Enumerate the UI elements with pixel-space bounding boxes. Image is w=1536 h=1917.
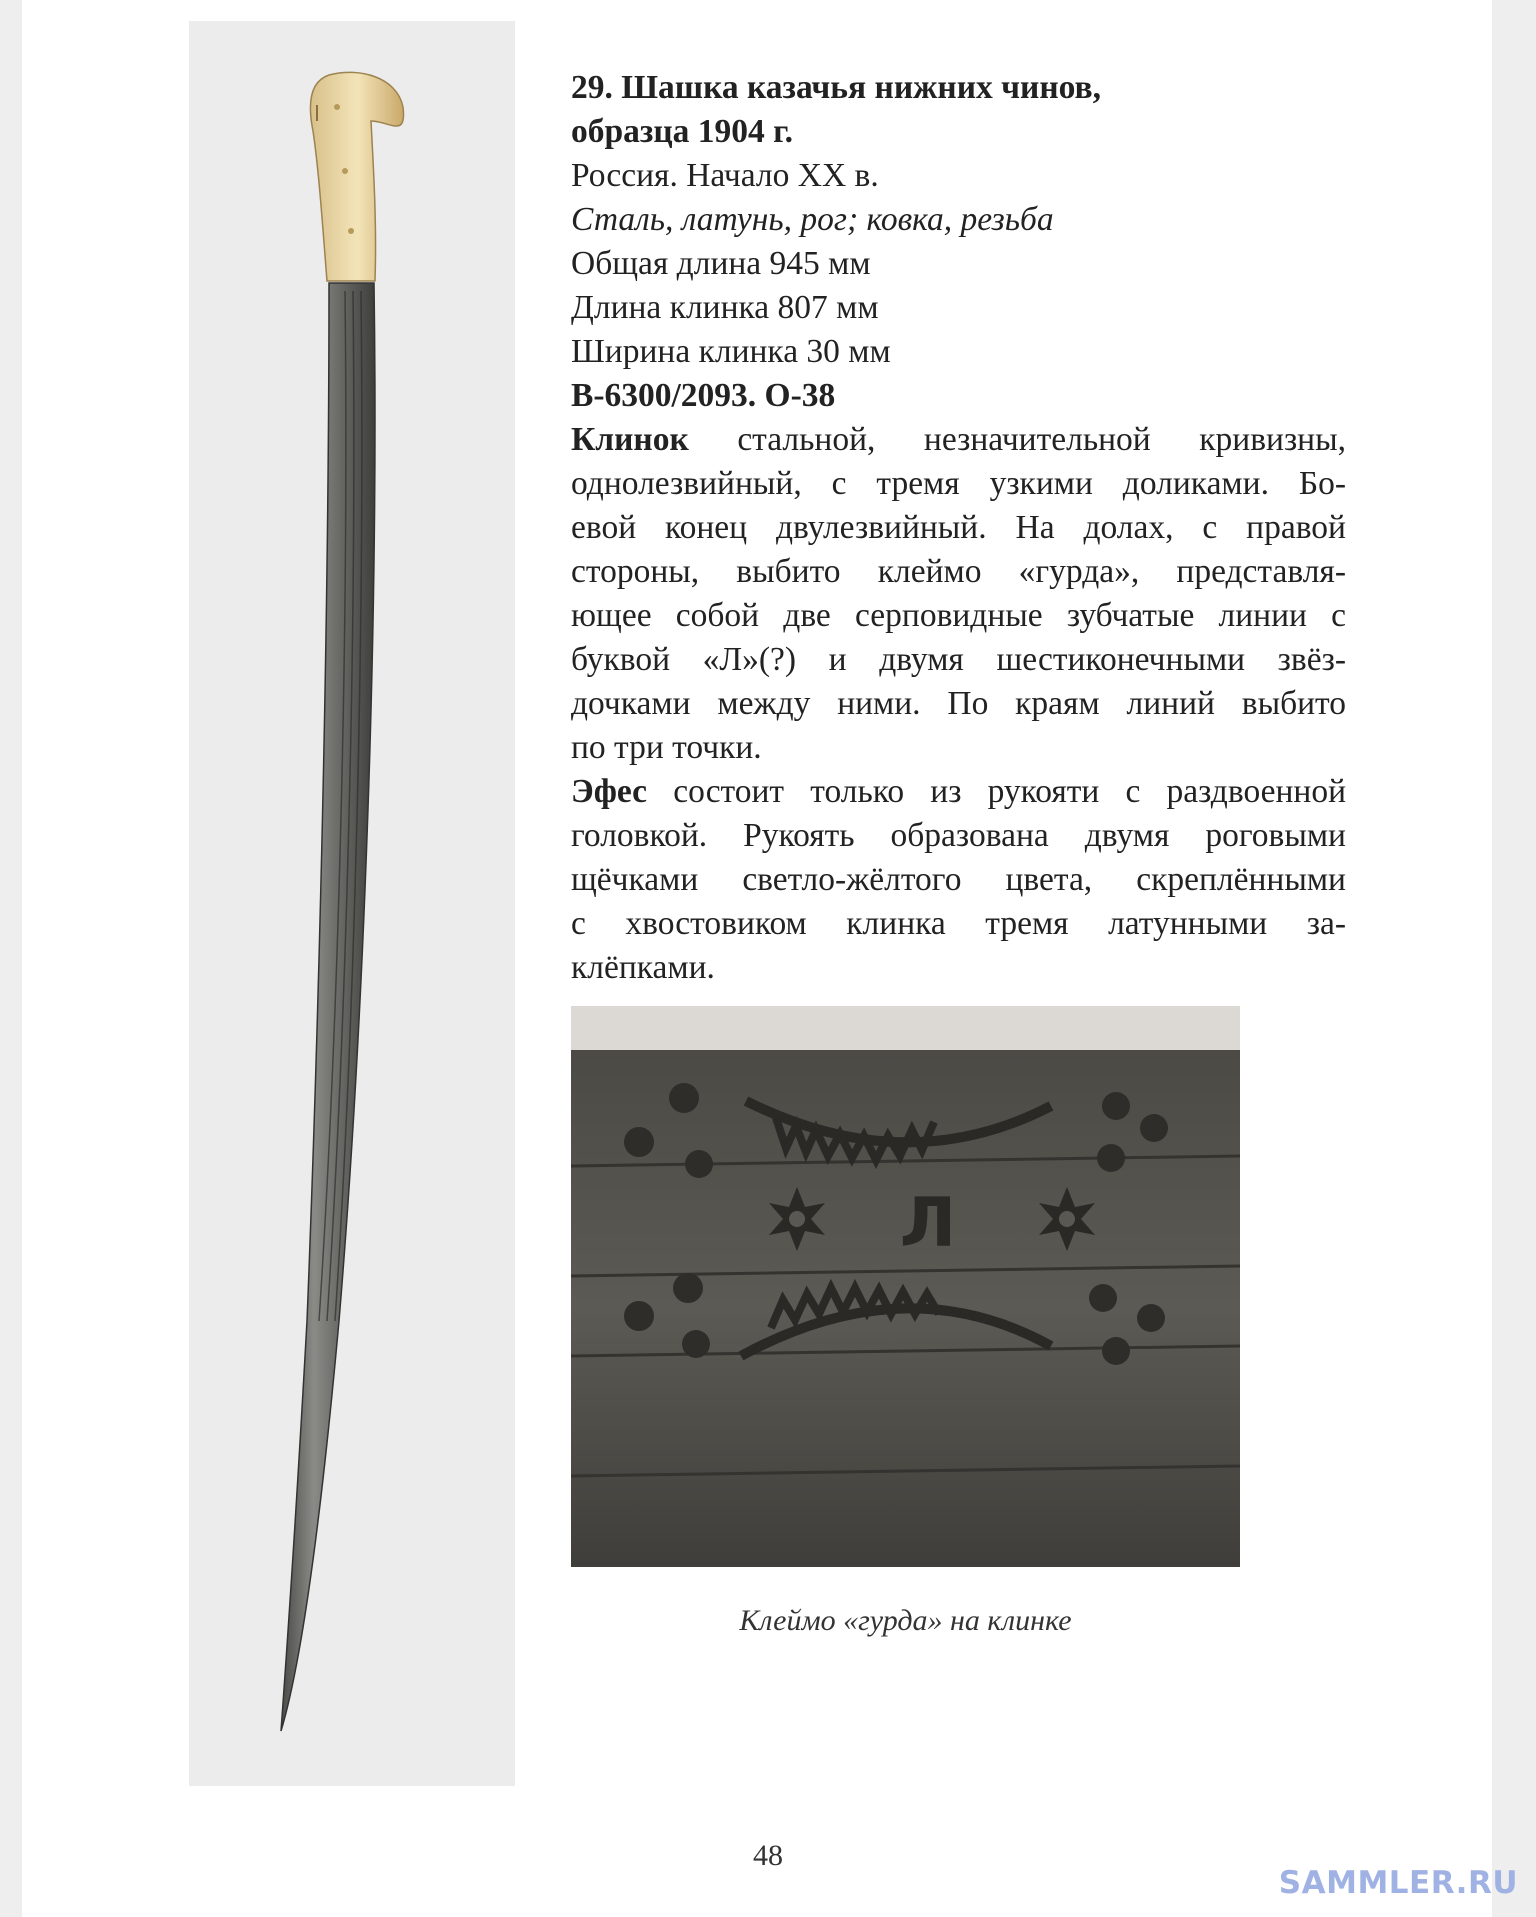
- hilt-description-line: головкой. Рукоять образована двумя роговыми: [571, 817, 1346, 854]
- entry-inventory-number: В-6300/2093. О-38: [571, 377, 836, 414]
- gurda-mark-photo: [571, 1006, 1240, 1567]
- entry-total-length: Общая длина 945 мм: [571, 245, 871, 282]
- entry-blade-width: Ширина клинка 30 мм: [571, 333, 891, 370]
- entry-origin: Россия. Начало XX в.: [571, 157, 879, 194]
- entry-title-line-2: образца 1904 г.: [571, 113, 793, 150]
- blade-description-line: однолезвийный, с тремя узкими доликами. Бо-: [571, 465, 1346, 502]
- entry-materials: Сталь, латунь, рог; ковка, резьба: [571, 201, 1054, 238]
- entry-title-line-1: 29. Шашка казачья нижних чинов,: [571, 69, 1102, 106]
- blade-description-line: дочками между ними. По краям линий выбито: [571, 685, 1346, 722]
- blade-lead: Клинок: [571, 421, 689, 458]
- hilt-description: [571, 770, 1346, 990]
- hilt-description-line: с хвостовиком клинка тремя латунными за-: [571, 905, 1346, 942]
- catalog-entry: [571, 66, 1346, 990]
- photo-caption: Клеймо «гурда» на клинке: [739, 1604, 1072, 1637]
- hilt: [310, 72, 403, 281]
- blade-description-line: евой конец двулезвийный. На долах, с правой: [571, 509, 1346, 546]
- hilt-description-line: Эфес состоит только из рукояти с раздвоенной: [571, 773, 1347, 810]
- mark-letter: Л: [899, 1184, 957, 1263]
- blade-description-line: стороны, выбито клеймо «гурда», представля-: [571, 553, 1346, 590]
- gurda-mark-illustration: [571, 1006, 1240, 1567]
- blade: [281, 283, 375, 1731]
- entry-blade-length: Длина клинка 807 мм: [571, 289, 879, 326]
- shashka-illustration: [189, 21, 515, 1786]
- blade-description-line: по три точки.: [571, 729, 762, 766]
- hilt-lead: Эфес: [571, 773, 648, 810]
- watermark: SAMMLER.RU: [1278, 1865, 1518, 1901]
- hilt-description-line: клёпками.: [571, 949, 715, 986]
- page-number: 48: [753, 1839, 783, 1872]
- blade-description-line: буквой «Л»(?) и двумя шестиконечными звёз-: [571, 641, 1346, 678]
- sword-photo: [189, 21, 515, 1786]
- hilt-description-line: щёчками светло-жёлтого цвета, скреплёнными: [571, 861, 1346, 898]
- blade-description: [571, 418, 1346, 770]
- blade-description-line: ющее собой две серповидные зубчатые линии с: [571, 597, 1346, 634]
- blade-description-line: Клинок стальной, незначительной кривизны,: [571, 421, 1346, 458]
